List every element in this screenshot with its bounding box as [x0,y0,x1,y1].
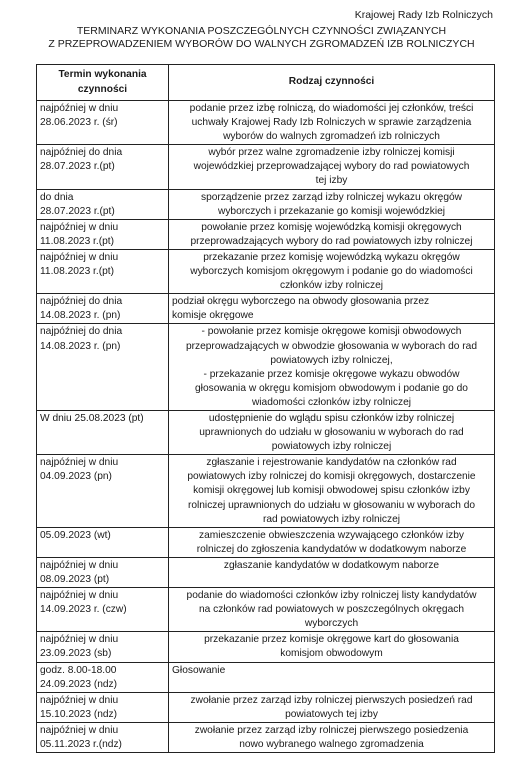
deadline-text: 14.08.2023 r. (pn) [40,310,121,322]
activity-text: Głosowanie [172,664,226,676]
table-row [37,219,495,249]
activity-text: udostępnienie do wglądu spisu członków izby rolniczej [208,412,455,424]
table-row [37,557,495,587]
activity-cell [169,722,495,752]
activity-text: powiatowych izby rolniczej [271,441,392,453]
activity-text: podanie do wiadomości członków izby rolniczej listy kandydatów [186,590,477,602]
activity-text: przeprowadzających w obwodzie głosowania w wyborach do rad [185,340,478,352]
schedule-table [36,64,495,753]
activity-text: - przekazanie przez komisje okręgowe wykazu obwodów [203,368,460,380]
activity-cell [169,189,495,219]
activity-text: podział okręgu wyborczego na obwody głosowania przez [172,296,430,308]
activity-text: uchwały Krajowej Rady Izb Rolniczych w sprawie zarządzenia [191,117,472,129]
activity-cell [169,324,495,411]
title-line-2: Z PRZEPROWADZENIEM WYBORÓW DO WALNYCH ZGROMADZEŃ IZB ROLNICZYCH [48,38,475,50]
deadline-text: najpóźniej w dniu [40,221,119,233]
activity-cell [169,145,495,189]
deadline-text: najpóźniej w dniu [40,103,119,114]
activity-text: uprawnionych do udziału w głosowaniu w wyborach do rad [199,427,464,439]
activity-text: rolniczej uprawnionych do udziału w głosowaniu w wyborach do [187,499,476,511]
activity-text: tej izby [315,175,348,187]
deadline-cell [37,145,169,189]
activity-cell [169,527,495,557]
activity-text: zwołanie przez zarząd izby rolniczej pierwszego posiedzenia [194,724,469,736]
deadline-text: najpóźniej w dniu [40,724,119,736]
document-title [0,25,523,51]
deadline-cell [37,249,169,293]
table-row [37,692,495,722]
column-header-deadline [37,65,169,101]
activity-text: zamieszczenie obwieszczenia wzywającego członków izby [199,529,464,541]
activity-text: wiadomości członków izby rolniczej [251,396,412,408]
deadline-text: 15.10.2023 (ndz) [40,708,118,720]
deadline-text: 05.11.2023 r.(ndz) [40,739,122,751]
deadline-text: najpóźniej w dniu [40,251,119,263]
deadline-text: 14.08.2023 r. (pn) [40,340,121,352]
deadline-cell [37,722,169,752]
activity-text: przekazanie przez komisję wojewódzką wykazu okręgów [203,251,460,263]
deadline-text: 04.09.2023 (pn) [40,471,112,483]
activity-cell [169,455,495,527]
header-organization: Krajowej Rady Izb Rolniczych [354,9,493,21]
title-line-1: TERMINARZ WYKONANIA POSZCZEGÓLNYCH CZYNNOŚCI ZWIĄZANYCH [76,25,447,37]
deadline-text: 28.06.2023 r. (śr) [40,117,118,129]
deadline-text: 28.07.2023 r.(pt) [40,161,115,173]
activity-text: rolniczej do zgłoszenia kandydatów w dodatkowym naborze [196,543,467,555]
table-row [37,527,495,557]
deadline-cell [37,632,169,662]
deadline-text: najpóźniej do dnia [40,147,123,159]
activity-cell [169,557,495,587]
table-row [37,324,495,411]
activity-text: na członków rad powiatowych w poszczególnych okręgach [198,604,464,616]
deadline-text: 08.09.2023 (pt) [40,574,110,585]
deadline-text: najpóźniej do dnia [40,326,123,338]
activity-text: wybór przez walne zgromadzenie izby rolniczej komisji [208,147,455,159]
activity-cell [169,219,495,249]
activity-text: wyborów do walnych zgromadzeń izb rolniczych [223,131,440,143]
activity-text: komisje okręgowe [172,310,254,322]
activity-text: przeprowadzających wybory do rad powiatowych izby rolniczej [190,235,473,247]
table-row [37,145,495,189]
table-row [37,249,495,293]
activity-text: powiatowych izby rolniczej, [270,354,393,366]
deadline-text: najpóźniej w dniu [40,559,119,571]
activity-text: głosowania w okręgu komisjom obwodowym i podanie go do [195,382,468,394]
activity-cell [169,294,495,324]
deadline-text: najpóźniej w dniu [40,634,119,646]
activity-cell [169,662,495,692]
deadline-cell [37,692,169,722]
deadline-cell [37,662,169,692]
deadline-text: 28.07.2023 r.(pt) [40,205,115,217]
deadline-text: W dniu 25.08.2023 (pt) [40,412,144,424]
activity-cell [169,632,495,662]
deadline-text: 11.08.2023 r.(pt) [40,235,115,247]
deadline-text: najpóźniej w dniu [40,457,119,469]
deadline-cell [37,101,169,145]
header-text: czynności [77,83,128,95]
deadline-cell [37,557,169,587]
activity-text: komisjom obwodowym [280,648,383,660]
header-text: Rodzaj czynności [288,76,375,88]
table-row [37,722,495,752]
deadline-cell [37,324,169,411]
deadline-text: najpóźniej do dnia [40,296,123,308]
activity-text: zgłaszanie kandydatów w dodatkowym naborze [223,559,440,571]
activity-text: członków izby rolniczej [279,280,384,292]
deadline-cell [37,189,169,219]
activity-cell [169,249,495,293]
table-row [37,189,495,219]
activity-cell [169,692,495,722]
activity-cell [169,588,495,632]
activity-text: zgłaszanie i rejestrowanie kandydatów na członków rad [206,457,457,469]
deadline-text: najpóźniej w dniu [40,694,119,706]
table-row [37,632,495,662]
activity-text: powołanie przez komisję wojewódzką komisji okręgowych [201,221,462,233]
deadline-cell [37,527,169,557]
table-row [37,588,495,632]
table-header-row [37,65,495,101]
column-header-activity [169,65,495,101]
activity-cell [169,410,495,454]
table-row [37,101,495,145]
deadline-text: godz. 8.00-18.00 [40,664,117,676]
table-row [37,662,495,692]
activity-text: wojewódzkiej przeprowadzającej wybory do rad powiatowych [193,161,470,173]
deadline-text: 11.08.2023 r.(pt) [40,266,115,278]
deadline-text: do dnia [40,191,74,203]
activity-text: podanie przez izbę rolniczą, do wiadomości jej członków, treści [189,103,474,114]
table-row [37,410,495,454]
activity-text: powiatowych izby rolniczej do komisji okręgowych, dostarczenie [187,471,476,483]
activity-cell [169,101,495,145]
deadline-cell [37,294,169,324]
deadline-cell [37,455,169,527]
deadline-text: 23.09.2023 (sb) [40,648,112,660]
deadline-cell [37,410,169,454]
activity-text: - powołanie przez komisje okręgowe komisji obwodowych [201,326,462,338]
activity-text: komisji okręgowej lub komisji obwodowej spisu członków izby [193,485,470,497]
activity-text: przekazanie przez komisje okręgowe kart do głosowania [204,634,459,646]
activity-text: sporządzenie przez zarząd izby rolniczej wykazu okręgów [200,191,463,203]
deadline-text: 14.09.2023 r. (czw) [40,604,127,616]
activity-text: wyborczych [304,618,359,630]
activity-text: wyborczych komisjom okręgowym i podanie go do wiadomości [190,266,473,278]
header-text: Termin wykonania [58,69,147,81]
activity-text: powiatowych tej izby [285,708,378,720]
table-row [37,294,495,324]
table-row [37,455,495,527]
activity-text: rad powiatowych izby rolniczej [262,513,401,525]
deadline-text: 24.09.2023 (ndz) [40,678,118,690]
deadline-cell [37,588,169,632]
activity-text: wyborczych i przekazanie go komisji wojewódzkiej [217,205,446,217]
activity-text: zwołanie przez zarząd izby rolniczej pierwszych posiedzeń rad [190,694,473,706]
activity-text: nowo wybranego walnego zgromadzenia [239,739,424,751]
deadline-text: najpóźniej w dniu [40,590,119,602]
deadline-cell [37,219,169,249]
deadline-text: 05.09.2023 (wt) [40,529,111,541]
